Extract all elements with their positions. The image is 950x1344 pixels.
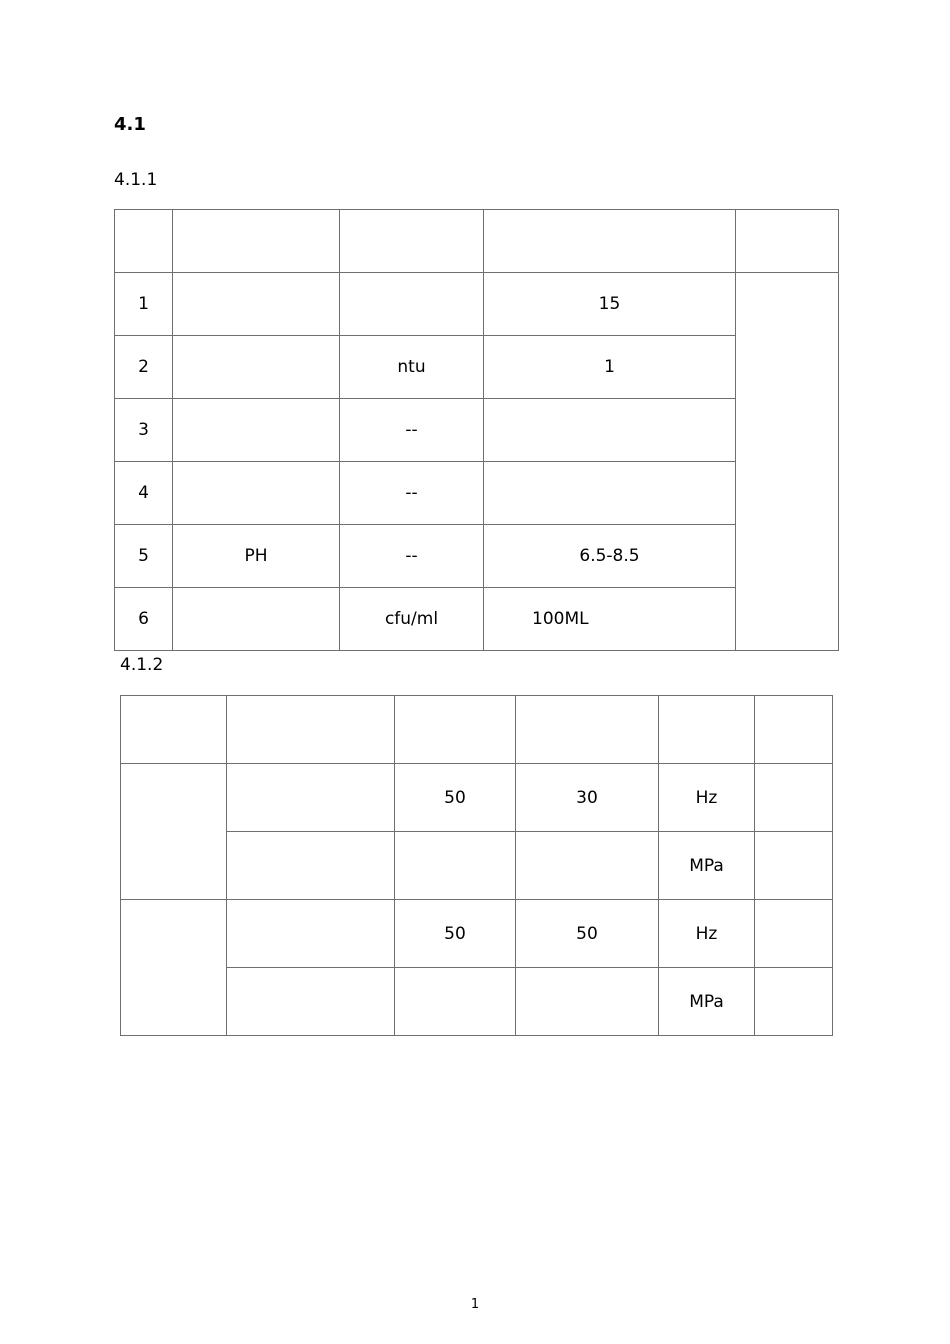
item-cell <box>173 462 340 525</box>
header-cell <box>227 696 395 764</box>
header-cell <box>395 696 516 764</box>
value-cell <box>516 968 659 1036</box>
table-row <box>115 336 839 399</box>
unit-cell: -- <box>340 525 484 588</box>
unit-cell: cfu/ml <box>340 588 484 651</box>
limit-cell <box>484 462 736 525</box>
limit-cell: 6.5-8.5 <box>484 525 736 588</box>
header-cell <box>755 696 833 764</box>
header-cell <box>115 210 173 273</box>
row-number: 6 <box>115 588 173 651</box>
header-cell <box>736 210 839 273</box>
param-cell <box>227 832 395 900</box>
equipment-parameter-table <box>120 695 833 1036</box>
page-number: 1 <box>470 1297 480 1312</box>
limit-cell <box>484 399 736 462</box>
header-cell <box>121 696 227 764</box>
group-name-cell <box>121 764 227 900</box>
note-cell <box>755 968 833 1036</box>
row-number: 3 <box>115 399 173 462</box>
unit-cell: -- <box>340 462 484 525</box>
table-header-row <box>121 696 833 764</box>
table-row <box>121 764 833 832</box>
unit-cell: Hz <box>659 764 755 832</box>
table-header-row <box>115 210 839 273</box>
unit-cell: ntu <box>340 336 484 399</box>
table-row <box>115 399 839 462</box>
item-cell <box>173 588 340 651</box>
table-row <box>121 832 833 900</box>
note-cell <box>755 832 833 900</box>
remark-cell <box>736 273 839 651</box>
unit-cell: -- <box>340 399 484 462</box>
unit-cell: Hz <box>659 900 755 968</box>
item-cell <box>173 336 340 399</box>
note-cell <box>755 764 833 832</box>
header-cell <box>173 210 340 273</box>
unit-cell: MPa <box>659 832 755 900</box>
header-cell <box>659 696 755 764</box>
item-cell <box>173 273 340 336</box>
table-row <box>115 462 839 525</box>
table-row <box>121 900 833 968</box>
value-cell: 50 <box>395 764 516 832</box>
value-cell: 50 <box>516 900 659 968</box>
unit-cell <box>340 273 484 336</box>
limit-cell: 15 <box>484 273 736 336</box>
value-cell: 50 <box>395 900 516 968</box>
subsection-heading-4-1-2: 4.1.2 <box>120 655 164 675</box>
table-row <box>115 273 839 336</box>
value-cell: 30 <box>516 764 659 832</box>
subsection-heading-4-1-1: 4.1.1 <box>114 170 158 190</box>
table-row <box>115 525 839 588</box>
section-heading: 4.1 <box>114 114 146 135</box>
group-name-cell <box>121 900 227 1036</box>
table-row <box>115 588 839 651</box>
row-number: 2 <box>115 336 173 399</box>
value-cell <box>516 832 659 900</box>
header-cell <box>516 696 659 764</box>
param-cell <box>227 968 395 1036</box>
row-number: 1 <box>115 273 173 336</box>
value-cell <box>395 968 516 1036</box>
item-cell: PH <box>173 525 340 588</box>
unit-cell: MPa <box>659 968 755 1036</box>
param-cell <box>227 764 395 832</box>
value-cell <box>395 832 516 900</box>
row-number: 4 <box>115 462 173 525</box>
param-cell <box>227 900 395 968</box>
item-cell <box>173 399 340 462</box>
header-cell <box>484 210 736 273</box>
row-number: 5 <box>115 525 173 588</box>
header-cell <box>340 210 484 273</box>
limit-cell: 100ML <box>484 588 736 651</box>
limit-cell: 1 <box>484 336 736 399</box>
water-quality-table <box>114 209 839 651</box>
note-cell <box>755 900 833 968</box>
table-row <box>121 968 833 1036</box>
